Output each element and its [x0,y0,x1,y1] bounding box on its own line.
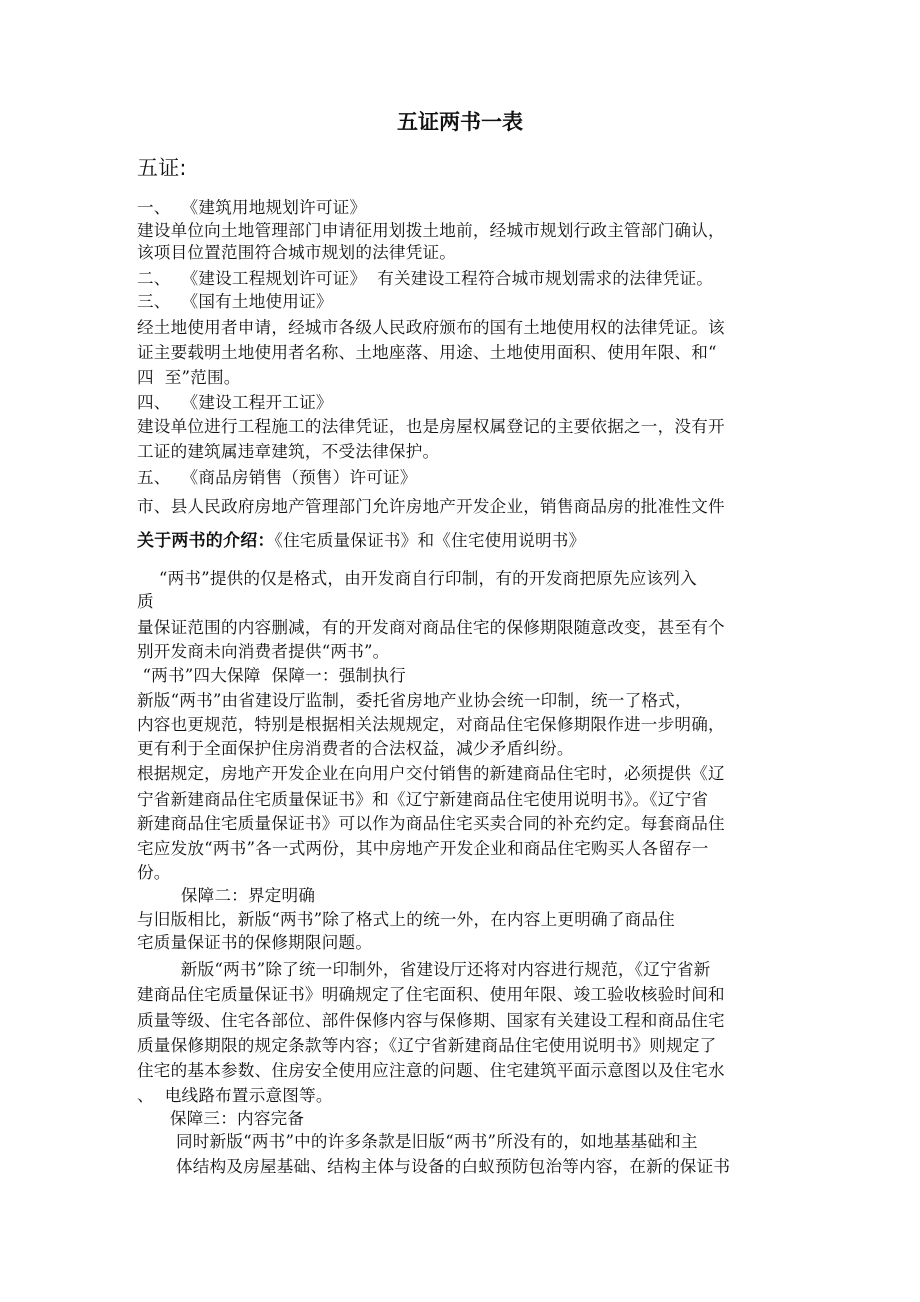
text-line: 五、 《商品房销售（预售）许可证》 [137,468,417,487]
text-line: 质量保修期限的规定条款等内容；《辽宁省新建商品住宅使用说明书》则规定了 [137,1036,717,1055]
text-line: 住宅的基本参数、住房安全使用应注意的问题、住宅建筑平面示意图以及住宅水 [137,1061,725,1080]
text-line: 经土地使用者申请，经城市各级人民政府颁布的国有土地使用权的法律凭证。该 [137,318,725,337]
text-line: 宁省新建商品住宅质量保证书》和《辽宁新建商品住宅使用说明书》。《辽宁省 [137,790,709,809]
text-line: 量保证范围的内容删减，有的开发商对商品住宅的保修期限随意改变，甚至有个 [137,618,725,637]
text-line: 同时新版“两书”中的许多条款是旧版“两书”所没有的，如地基基础和主 [176,1132,698,1151]
text-line: 、 电线路布置示意图等。 [137,1086,333,1105]
text-line: 体结构及房屋基础、结构主体与设备的白蚁预防包治等内容，在新的保证书 [176,1157,731,1176]
text-line: 该项目位置范围符合城市规划的法律凭证。 [137,243,457,262]
text-line: 别开发商未向消费者提供“两书”。 [137,642,390,661]
liangshu-heading-rest: 《住宅质量保证书》和《住宅使用说明书》 [274,531,586,550]
text-line: “两书”提供的仅是格式，由开发商自行印制，有的开发商把原先应该列入 [137,569,697,588]
text-line: 保障三：内容完备 [137,1109,305,1128]
text-line: 二、 《建设工程规划许可证》 有关建设工程符合城市规划需求的法律凭证。 [137,269,714,288]
text-line: 更有利于全面保护住房消费者的合法权益，减少矛盾纠纷。 [137,739,574,758]
text-line: 宅质量保证书的保修期限问题。 [137,933,373,952]
text-line: 工证的建筑属违章建筑，不受法律保护。 [137,442,440,461]
text-line: 一、 《建筑用地规划许可证》 [137,198,367,217]
text-line: 市、县人民政府房地产管理部门允许房地产开发企业，销售商品房的批准性文件 [137,497,725,516]
text-line: 宅应发放“两书”各一式两份，其中房地产开发企业和商品住宅购买人各留存一 [137,839,709,858]
text-line: 新版“两书”由省建设厅监制，委托省房地产业协会统一印制，统一了格式， [137,691,692,710]
text-line: “两书”四大保障 保障一：强制执行 [137,666,406,685]
text-line: 四、 《建设工程开工证》 [137,393,333,412]
text-line: 根据规定，房地产开发企业在向用户交付销售的新建商品住宅时，必须提供《辽 [137,764,725,783]
text-line: 份。 [137,863,171,882]
text-line: 质 [137,592,154,611]
text-line: 新版“两书”除了统一印制外，省建设厅还将对内容进行规范，《辽宁省新 [137,960,711,979]
text-line: 与旧版相比，新版“两书”除了格式上的统一外，在内容上更明确了商品住 [137,910,675,929]
text-line: 建商品住宅质量保证书》明确规定了住宅面积、使用年限、竣工验收核验时间和 [137,985,725,1004]
text-line: 内容也更规范，特别是根据相关法规规定，对商品住宅保修期限作进一步明确， [137,715,725,734]
text-line: 保障二：界定明确 [137,886,316,905]
page-title: 五证两书一表 [397,109,523,134]
text-line: 建设单位向土地管理部门申请征用划拨土地前，经城市规划行政主管部门确认， [137,221,725,240]
text-line: 四 至”范围。 [137,368,241,387]
text-line: 建设单位进行工程施工的法律凭证，也是房屋权属登记的主要依据之一，没有开 [137,417,725,436]
section-heading-wuzheng: 五证: [137,156,187,180]
text-line: 新建商品住宅质量保证书》可以作为商品住宅买卖合同的补充约定。每套商品住 [137,814,725,833]
liangshu-heading: 关于两书的介绍： [137,531,275,551]
section-heading-liangshu [137,530,585,552]
text-line: 三、 《国有土地使用证》 [137,292,333,311]
text-line: 证主要载明土地使用者名称、土地座落、用途、土地使用面积、使用年限、和“ [137,343,717,362]
text-line: 质量等级、住宅各部位、部件保修内容与保修期、国家有关建设工程和商品住宅 [137,1011,725,1030]
